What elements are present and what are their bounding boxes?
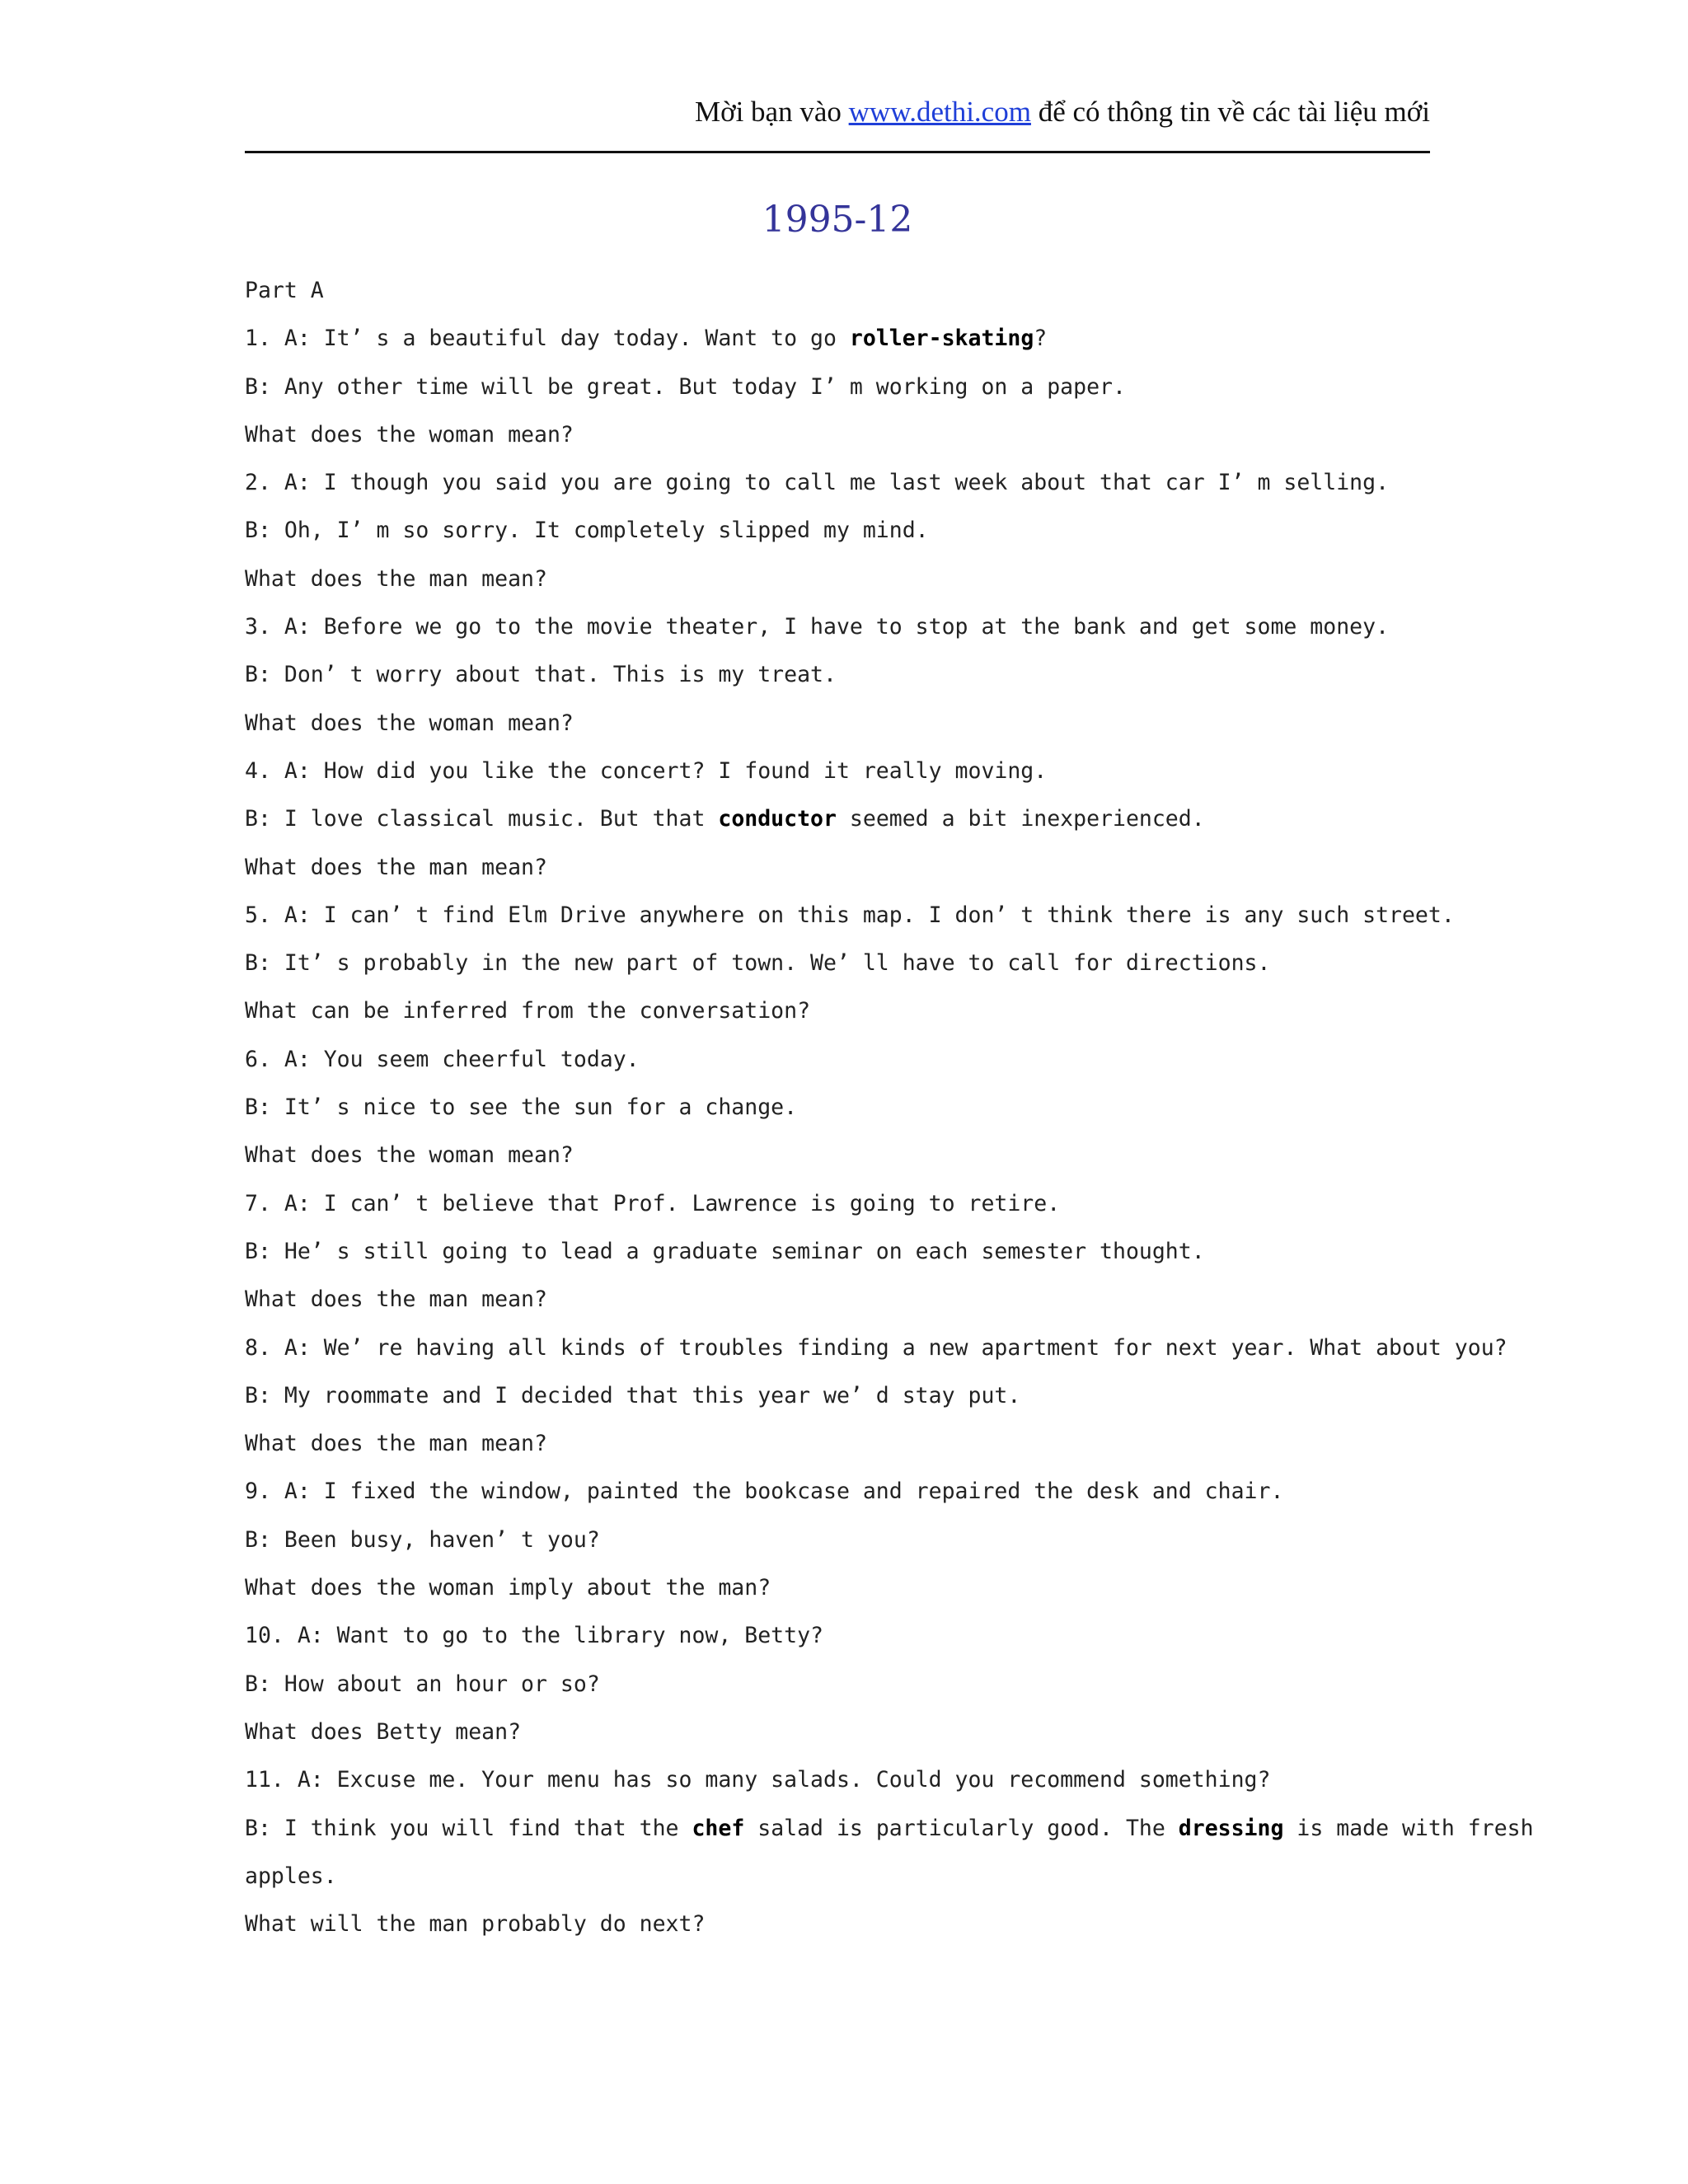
line-text: B: It’ s nice to see the sun for a change.	[245, 1094, 798, 1121]
line-text: What will the man probably do next?	[245, 1911, 706, 1938]
line-text: 9. A: I fixed the window, painted the bookcase and repaired the desk and chair.	[245, 1479, 1284, 1505]
transcript-line	[245, 459, 1440, 507]
transcript-line	[245, 1612, 1440, 1660]
line-text: salad is particularly good. The	[744, 1815, 1179, 1841]
part-label: Part A	[245, 278, 324, 303]
transcript-line	[245, 1180, 1440, 1228]
line-text: seemed a bit inexperienced.	[836, 806, 1205, 832]
line-text: What does the man mean?	[245, 1431, 547, 1457]
transcript-line	[245, 1132, 1440, 1179]
transcript-line	[245, 1564, 1440, 1612]
transcript-line	[245, 1853, 1440, 1900]
line-text: B: Oh, I’ m so sorry. It completely slipped my mind.	[245, 518, 929, 544]
emphasized-term: chef	[692, 1815, 745, 1841]
transcript-line	[245, 1805, 1534, 1853]
transcript-line	[245, 603, 1440, 651]
transcript-line	[245, 1372, 1440, 1420]
transcript-line	[245, 1420, 1440, 1468]
line-text: 10. A: Want to go to the library now, Betty?	[245, 1623, 823, 1649]
transcript-line	[245, 940, 1440, 987]
header-link[interactable]: www.dethi.com	[848, 96, 1031, 128]
transcript-line	[245, 507, 1440, 555]
line-text: B: It’ s probably in the new part of town. We’ ll have to call for directions.	[245, 950, 1271, 977]
transcript-line	[245, 844, 1440, 892]
line-text: What does the woman imply about the man?	[245, 1575, 771, 1601]
transcript-line	[245, 1468, 1440, 1516]
line-text: What does the man mean?	[245, 854, 547, 880]
header-suffix: để có thông tin về các tài liệu mới	[1030, 96, 1430, 128]
line-text: 5. A: I can’ t find Elm Drive anywhere on this map. I don’ t think there is any such street.	[245, 902, 1455, 928]
line-text: 6. A: You seem cheerful today.	[245, 1046, 640, 1072]
page-header	[245, 92, 1430, 132]
header-prefix: Mời bạn vào	[694, 96, 849, 128]
transcript-line	[245, 987, 1440, 1035]
document-title: 1995-12	[762, 199, 913, 241]
line-text: ?	[1034, 326, 1048, 352]
line-text: B: He’ s still going to lead a graduate seminar on each semester thought.	[245, 1238, 1205, 1264]
transcript-line	[245, 748, 1440, 795]
line-text: 2. A: I though you said you are going to call me last week about that car I’ m selling.	[245, 470, 1390, 496]
transcript-line	[245, 1324, 1507, 1372]
transcript-line	[245, 1036, 1440, 1084]
transcript-line	[245, 555, 1440, 603]
line-text: What does the man mean?	[245, 565, 547, 592]
line-text: is made with fresh	[1283, 1815, 1534, 1841]
line-text: B: I love classical music. But that	[245, 806, 719, 832]
transcript-line	[245, 1756, 1440, 1804]
line-text: 8. A: We’ re having all kinds of troubles finding a new apartment for next year. What about you?	[245, 1334, 1507, 1361]
emphasized-term: roller-skating	[849, 326, 1034, 352]
line-text: 1. A: It’ s a beautiful day today. Want to go	[245, 326, 850, 352]
header-rule	[245, 151, 1430, 153]
transcript-line	[245, 1661, 1440, 1708]
transcript-line	[245, 363, 1440, 411]
line-text: apples.	[245, 1863, 337, 1889]
line-text: B: Don’ t worry about that. This is my treat.	[245, 662, 837, 688]
line-text: What can be inferred from the conversation?	[245, 998, 811, 1024]
transcript-line	[245, 1276, 1440, 1324]
line-text: 3. A: Before we go to the movie theater, I have to stop at the bank and get some money.	[245, 614, 1390, 640]
line-text: What does the woman mean?	[245, 421, 574, 448]
transcript-line	[245, 411, 1440, 459]
line-text: B: I think you will find that the	[245, 1815, 692, 1841]
line-text: What does the woman mean?	[245, 1142, 574, 1169]
line-text: 4. A: How did you like the concert? I found it really moving.	[245, 757, 1048, 784]
line-text: What does Betty mean?	[245, 1718, 522, 1745]
transcript-line	[245, 315, 1440, 363]
transcript-line	[245, 1516, 1440, 1564]
emphasized-term: conductor	[718, 806, 837, 832]
transcript-body	[245, 267, 1534, 1948]
line-text: 11. A: Excuse me. Your menu has so many salads. Could you recommend something?	[245, 1767, 1271, 1793]
emphasized-term: dressing	[1178, 1815, 1284, 1841]
line-text: B: My roommate and I decided that this year we’ d stay put.	[245, 1382, 1021, 1408]
transcript-line	[245, 892, 1455, 940]
line-text: B: How about an hour or so?	[245, 1671, 600, 1697]
transcript-line	[245, 1228, 1440, 1276]
transcript-line	[245, 795, 1440, 843]
line-text: What does the woman mean?	[245, 710, 574, 736]
transcript-line	[245, 1084, 1440, 1132]
line-text: 7. A: I can’ t believe that Prof. Lawrence is going to retire.	[245, 1190, 1061, 1216]
line-text: B: Any other time will be great. But today I’ m working on a paper.	[245, 373, 1126, 400]
line-text: B: Been busy, haven’ t you?	[245, 1526, 600, 1553]
transcript-line	[245, 1708, 1440, 1756]
transcript-line	[245, 700, 1440, 748]
transcript-line	[245, 651, 1440, 699]
line-text: What does the man mean?	[245, 1286, 547, 1313]
transcript-line	[245, 1900, 1440, 1948]
